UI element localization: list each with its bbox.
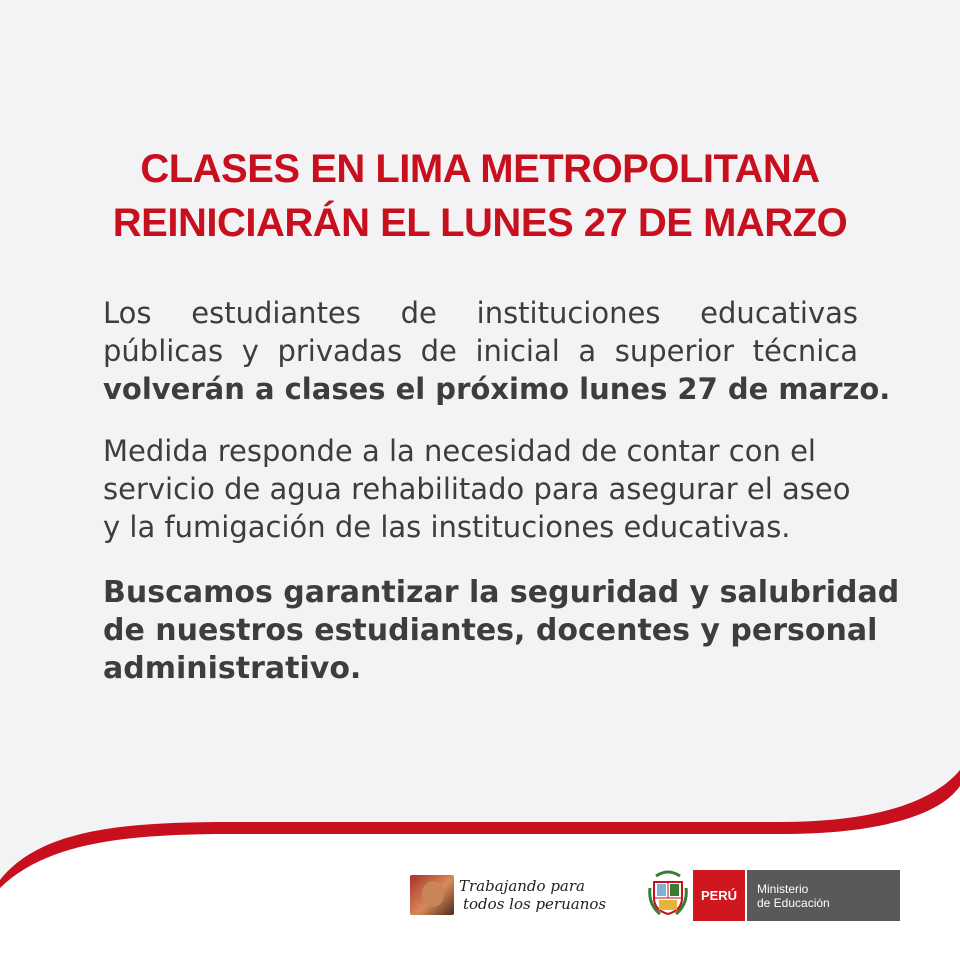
red-swoosh-divider [0,760,960,960]
headline-line-1: CLASES EN LIMA METROPOLITANA [140,147,820,191]
peru-brand-box [693,870,745,921]
paragraph-students-line-3: volverán a clases el próximo lunes 27 de marzo. [103,372,891,406]
paragraph-commitment-line-1: Buscamos garantizar la seguridad y salubridad [103,575,900,610]
headline [60,142,900,250]
ministry-line-1: Ministerio [757,881,809,896]
paragraph-measure [103,432,858,546]
slogan-line-2: todos los peruanos [463,895,607,913]
slogan-logo [410,872,606,918]
paragraph-commitment [103,574,900,688]
president-photo [410,875,454,915]
headline-line-2: REINICIARÁN EL LUNES 27 DE MARZO [112,201,848,245]
paragraph-commitment-line-2: de nuestros estudiantes, docentes y personal [103,613,878,648]
ministry-line-2: de Educación [757,895,830,910]
paragraph-measure-line-3: y la fumigación de las instituciones educativas. [103,510,791,544]
slogan-text [459,877,606,913]
paragraph-students-line-1: Los estudiantes de instituciones educativas [103,296,858,330]
ministry-brand-box [747,870,900,921]
paragraph-measure-line-2: servicio de agua rehabilitado para asegurar el aseo [103,472,851,506]
coat-of-arms-icon [648,868,688,918]
paragraph-commitment-line-3: administrativo. [103,651,362,686]
paragraph-students [103,294,891,408]
paragraph-measure-line-1: Medida responde a la necesidad de contar con el [103,434,816,468]
slogan-line-1: Trabajando para [459,877,585,895]
peru-label: PERÚ [700,888,738,903]
paragraph-students-line-2: públicas y privadas de inicial a superior técnica [103,334,858,368]
